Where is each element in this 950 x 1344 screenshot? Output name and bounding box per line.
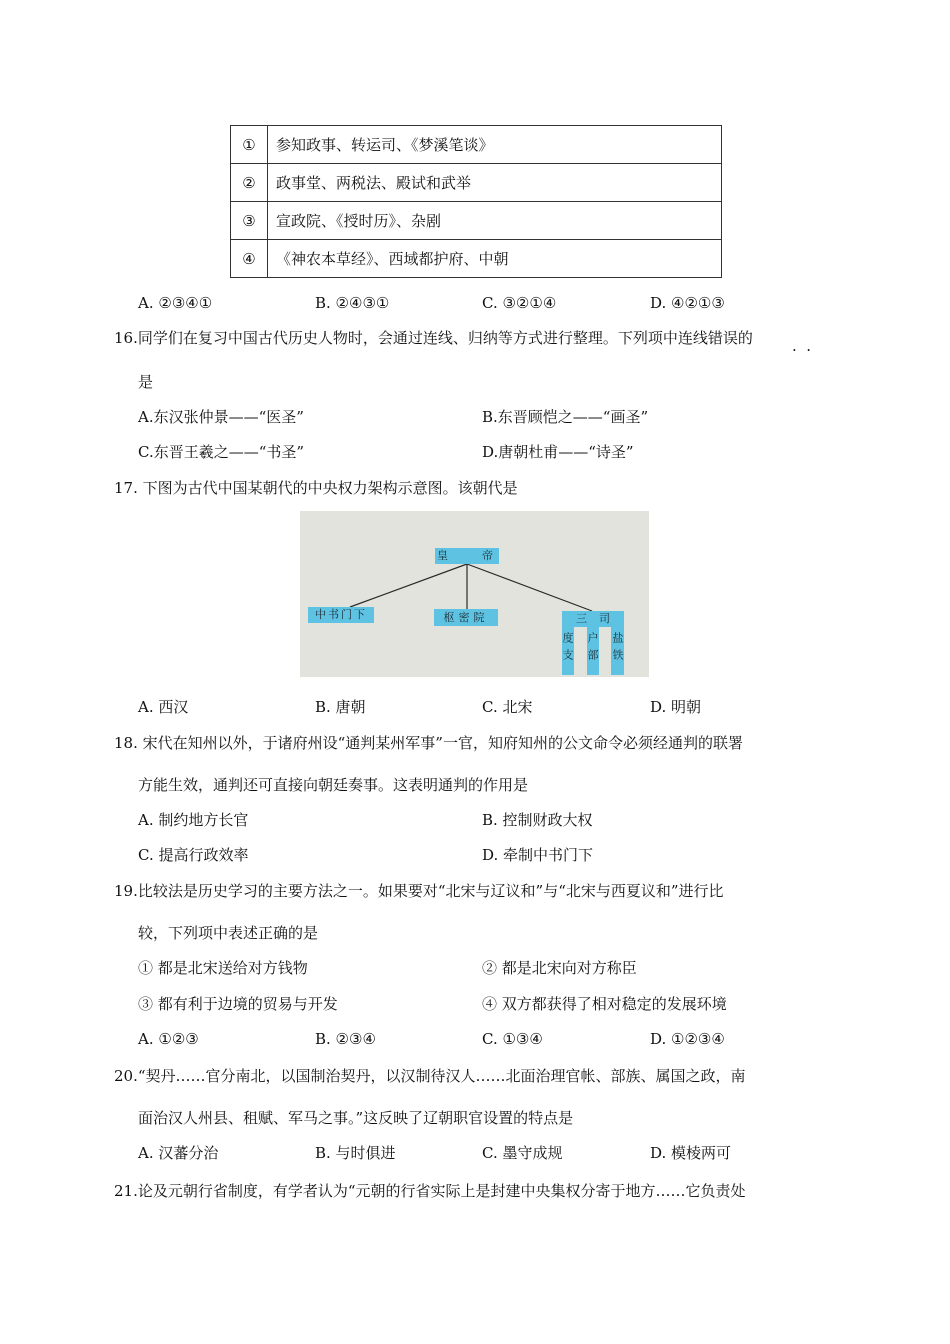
emperor-box: 皇 帝 [437,549,497,562]
q15-option-a[interactable]: A. ②③④① [138,294,213,312]
table-row [231,240,722,278]
table-row [231,126,722,164]
table-row [231,202,722,240]
q19-option-a[interactable]: A. ①②③ [138,1030,199,1048]
q18-option-a[interactable]: A. 制约地方长官 [138,811,249,829]
yantie-label: 盐铁 [611,632,624,666]
q18-option-b[interactable]: B. 控制财政大权 [482,811,593,829]
row-number: ③ [231,202,268,240]
q20-option-c[interactable]: C. 墨守成规 [482,1144,563,1162]
q15-option-b[interactable]: B. ②④③① [315,294,390,312]
q19-statement-1: ① 都是北宋送给对方钱物 [138,959,308,977]
power-structure-diagram [300,511,649,677]
table-row [231,164,722,202]
q18-stem-line1: 18. 宋代在知州以外，于诸府州设“通判某州军事”一官，知府知州的公文命令必须经通判的联署 [114,734,743,752]
emphasis-dots: · · [792,341,812,359]
q19-stem-line1: 19.比较法是历史学习的主要方法之一。如果要对“北宋与辽议和”与“北宋与西夏议和”进行比 [114,882,724,900]
q19-stem-line2: 较，下列项中表述正确的是 [138,924,319,942]
shumiyuan-box: 枢密院 [434,609,498,626]
q19-option-b[interactable]: B. ②③④ [315,1030,376,1048]
row-number: ② [231,164,268,202]
q16-option-c[interactable]: C.东晋王羲之——“书圣” [138,443,305,461]
q16-option-b[interactable]: B.东晋顾恺之——“画圣” [482,408,649,426]
q20-option-a[interactable]: A. 汉蕃分治 [138,1144,219,1162]
q21-stem-line1: 21.论及元朝行省制度，有学者认为“元朝的行省实际上是封建中央集权分寄于地方……它负责处 [114,1182,746,1200]
row-text: 宣政院、《授时历》、杂剧 [268,202,722,240]
zhongshu-menxia-box: 中书门下 [308,607,374,623]
q16-stem-line1: 16.同学们在复习中国古代历史人物时，会通过连线、归纳等方式进行整理。下列项中连线错误的 [114,329,753,347]
q17-stem: 17. 下图为古代中国某朝代的中央权力架构示意图。该朝代是 [114,479,518,497]
q19-statement-4: ④ 双方都获得了相对稳定的发展环境 [482,995,727,1013]
q17-option-a[interactable]: A. 西汉 [138,698,189,716]
q18-option-c[interactable]: C. 提高行政效率 [138,846,249,864]
q20-option-d[interactable]: D. 模棱两可 [650,1144,732,1162]
row-number: ① [231,126,268,164]
q17-option-b[interactable]: B. 唐朝 [315,698,366,716]
q17-option-c[interactable]: C. 北宋 [482,698,533,716]
q19-statement-3: ③ 都有利于边境的贸易与开发 [138,995,338,1013]
q19-option-d[interactable]: D. ①②③④ [650,1030,725,1048]
q19-option-c[interactable]: C. ①③④ [482,1030,543,1048]
q19-statement-2: ② 都是北宋向对方称臣 [482,959,637,977]
q18-option-d[interactable]: D. 牵制中书门下 [482,846,594,864]
row-text: 《神农本草经》、西域都护府、中朝 [268,240,722,278]
q16-stem-line2: 是 [138,373,154,391]
q20-stem-line1: 20.“契丹……官分南北，以国制治契丹，以汉制待汉人……北面治理官帐、部族、属国之政，南 [114,1067,746,1085]
q16-option-a[interactable]: A.东汉张仲景——“医圣” [138,408,304,426]
q20-stem-line2: 面治汉人州县、租赋、军马之事。”这反映了辽朝职官设置的特点是 [138,1109,574,1127]
q16-option-d[interactable]: D.唐朝杜甫——“诗圣” [482,443,634,461]
hubu-label: 户部 [586,632,599,666]
q17-option-d[interactable]: D. 明朝 [650,698,702,716]
sequence-table [230,125,722,278]
sansi-box: 三司 [562,611,624,627]
row-text: 参知政事、转运司、《梦溪笔谈》 [268,126,722,164]
row-text: 政事堂、两税法、殿试和武举 [268,164,722,202]
q15-option-c[interactable]: C. ③②①④ [482,294,557,312]
row-number: ④ [231,240,268,278]
q18-stem-line2: 方能生效，通判还可直接向朝廷奏事。这表明通判的作用是 [138,776,529,794]
q15-option-d[interactable]: D. ④②①③ [650,294,725,312]
q20-option-b[interactable]: B. 与时俱进 [315,1144,396,1162]
duzhi-label: 度支 [561,632,574,666]
